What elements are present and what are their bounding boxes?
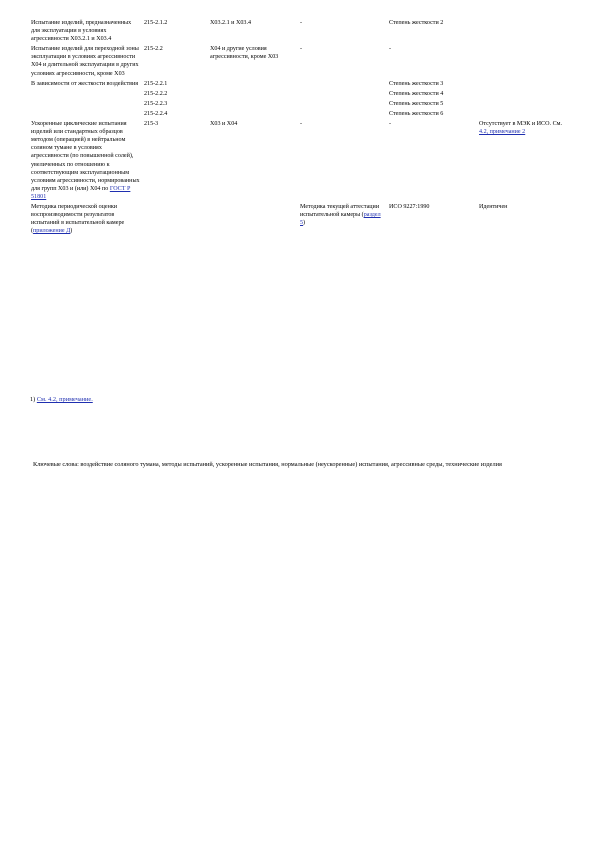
severity-cell: Степень жесткости 4 bbox=[389, 90, 444, 97]
test-code-cell: 215-2.2 bbox=[144, 46, 163, 53]
test-description-cell bbox=[30, 119, 143, 202]
correspondence-text: Отсутствует в МЭК и ИСО. См. bbox=[479, 121, 563, 128]
note-4-2-link[interactable]: 4.2, примечание 2 bbox=[479, 129, 526, 136]
severity-cell: - bbox=[389, 121, 392, 128]
test-description-cell: В зависимости от жесткости воздействия bbox=[31, 80, 139, 87]
gost-51801-link[interactable]: ГОСТ Р 51801 bbox=[31, 185, 131, 200]
aggressiveness-cell: Х04 и другие условия агрессивности, кроме Х03 bbox=[210, 46, 279, 61]
method-cell: - bbox=[300, 20, 303, 26]
aggressiveness-cell: Х03 и Х04 bbox=[210, 121, 238, 128]
method-cell bbox=[299, 109, 388, 119]
correspondence-cell bbox=[478, 99, 570, 109]
closing-paren: ) bbox=[303, 220, 306, 227]
footnote-marker: 1) bbox=[30, 396, 37, 403]
correspondence-cell bbox=[478, 44, 570, 78]
method-text: Методика текущей аттестации испытательной камеры ( bbox=[300, 203, 380, 219]
correspondence-cell bbox=[478, 119, 570, 202]
correspondence-cell: Идентичен bbox=[479, 203, 508, 210]
test-description-cell: Испытание изделий, предназначенных для эксплуатации в условиях агрессивности Х03.2.1 и Х03.4 bbox=[31, 20, 132, 43]
aggressiveness-cell: Х03.2.1 и Х03.4 bbox=[210, 20, 252, 26]
aggressiveness-cell bbox=[209, 79, 299, 89]
severity-cell: Степень жесткости 2 bbox=[389, 20, 444, 26]
method-cell bbox=[299, 202, 388, 236]
test-description-text: Методика периодической оценки воспроизводимости результатов испытаний в испытательной камере ( bbox=[31, 203, 125, 235]
severity-cell: Степень жесткости 3 bbox=[389, 80, 444, 87]
test-code-cell bbox=[143, 202, 209, 236]
method-cell bbox=[299, 99, 388, 109]
method-cell bbox=[299, 89, 388, 99]
aggressiveness-cell bbox=[209, 109, 299, 119]
severity-cell: Степень жесткости 6 bbox=[389, 110, 444, 117]
test-description-cell: Испытание изделий для переходной зоны эксплуатации в условиях агрессивности Х04 и длительной эксплуатации в других условиях агрессивности, кроме Х03 bbox=[31, 46, 139, 77]
closing-paren: ) bbox=[70, 228, 73, 235]
correspondence-cell bbox=[478, 89, 570, 99]
appendix-d-link[interactable]: приложение Д bbox=[33, 228, 71, 235]
method-cell: - bbox=[300, 46, 303, 53]
test-methods-table bbox=[30, 18, 570, 236]
test-code-cell: 215-2.2.2 bbox=[144, 90, 168, 97]
correspondence-cell bbox=[478, 109, 570, 119]
table-row bbox=[30, 79, 570, 89]
correspondence-cell bbox=[478, 18, 570, 44]
severity-cell: Степень жесткости 5 bbox=[389, 100, 444, 107]
table-row bbox=[30, 44, 570, 78]
correspondence-cell bbox=[478, 79, 570, 89]
method-cell: - bbox=[300, 121, 303, 128]
aggressiveness-cell bbox=[209, 89, 299, 99]
table-row bbox=[30, 18, 570, 44]
table-row bbox=[30, 202, 570, 236]
aggressiveness-cell bbox=[209, 202, 299, 236]
footnote bbox=[30, 396, 93, 404]
test-description-text: Ускоренные циклические испытания изделий или стандартных образцов методом (операцией) в нейтральном соляном тумане в условиях агрессивности (по повышенной солей), увеличенных по отношению к соответствующим эксплуатационным условиям агрессивности, нормированных для групп Х03 и (или) Х04 по bbox=[31, 121, 140, 192]
test-description-cell bbox=[30, 202, 143, 236]
keywords-paragraph: Ключевые слова: воздействие соляного тумана, методы испытаний, ускоренные испытания, нормальные (неускоренные) испытания, агрессивные среды, технические изделия bbox=[33, 461, 502, 468]
aggressiveness-cell bbox=[209, 99, 299, 109]
test-code-cell: 215-2.2.1 bbox=[144, 80, 168, 87]
standard-cell: ИСО 9227:1990 bbox=[389, 203, 430, 210]
method-cell bbox=[299, 79, 388, 89]
test-code-cell: 215-2.1.2 bbox=[144, 20, 168, 26]
test-code-cell: 215-2.2.4 bbox=[144, 110, 168, 117]
test-code-cell: 215-2.2.3 bbox=[144, 100, 168, 107]
footnote-link[interactable]: См. 4.2, примечание. bbox=[36, 396, 93, 403]
severity-cell: - bbox=[389, 46, 392, 53]
section-5-link[interactable]: раздел 5 bbox=[300, 212, 381, 227]
test-code-cell: 215-3 bbox=[144, 121, 159, 128]
table-row bbox=[30, 119, 570, 202]
